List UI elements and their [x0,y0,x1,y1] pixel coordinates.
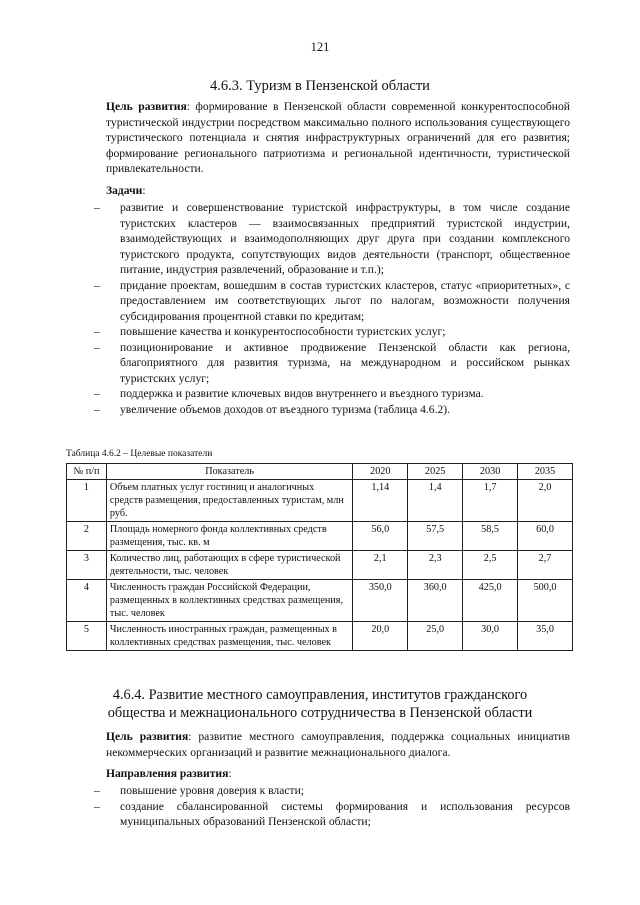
section-title-line: общества и межнационального сотрудничества в Пензенской области [107,705,533,721]
value-cell: 20,0 [353,622,408,651]
goal-text: : развитие местного самоуправления, поддержка социальных инициатив некоммерческих организаций и развитие межнационального диалога. [106,730,570,759]
goal-label: Цель развития [106,730,189,743]
tasks-colon: : [142,184,146,197]
list-item-text: создание сбалансированной системы формирования и использования ресурсов муниципальных образований Пензенской области; [120,799,570,828]
dash-marker: – [94,784,100,797]
table-row [67,622,573,651]
indicator-name: Численность граждан Российской Федерации, размещенных в коллективных средствах размещения, тыс. человек [106,580,352,622]
value-cell: 1,7 [463,480,518,522]
value-cell: 2,0 [518,480,573,522]
list-item-text: повышение качества и конкурентоспособности туристских услуг; [120,325,446,338]
row-number: 2 [67,522,107,551]
value-cell: 2,1 [353,551,408,580]
dash-marker: – [94,201,100,214]
indicator-name: Площадь номерного фонда коллективных средств размещения, тыс. кв. м [106,522,352,551]
row-number: 5 [67,622,107,651]
tasks-label: Задачи [106,184,143,197]
list-item [92,402,570,418]
list-item-text: придание проектам, вошедшим в состав туристских кластеров, статус «приоритетных», с предоставлением им соответствующих льгот по налогам, возможности получения субсидирования процентной ставки по кредитам; [120,278,570,323]
table-row [67,551,573,580]
list-item [92,278,570,325]
value-cell: 1,14 [353,480,408,522]
header-cell: 2025 [408,464,463,480]
dash-marker: – [94,799,100,813]
value-cell: 2,3 [408,551,463,580]
directions-colon: : [228,767,232,780]
section-title-line: 4.6.4. Развитие местного самоуправления, институтов гражданского [112,687,528,703]
value-cell: 2,7 [518,551,573,580]
list-item [92,386,570,402]
table-row [67,480,573,522]
table-row [67,580,573,622]
row-number: 3 [67,551,107,580]
value-cell: 1,4 [408,480,463,522]
value-cell: 360,0 [408,580,463,622]
list-item-text: поддержка и развитие ключевых видов внутреннего и въездного туризма. [120,387,484,400]
value-cell: 2,5 [463,551,518,580]
table-header-row [67,464,573,480]
list-item [92,200,570,278]
page-number: 121 [310,40,330,54]
dash-marker: – [94,402,100,416]
list-item [92,783,570,799]
value-cell: 60,0 [518,522,573,551]
row-number: 4 [67,580,107,622]
target-indicators-table [66,463,573,651]
value-cell: 35,0 [518,622,573,651]
list-item-text: развитие и совершенствование туристской инфраструктуры, в том числе создание туристских кластеров — взаимосвязанных предприятий туристской индустрии, взаимодействующих и взаимодополняющих друг друга при создании комплексного туристского продукта, сопутствующих видов деятельности (транспорт, общественное питание, индустрия развлечений, образование и т.п.); [120,201,570,276]
row-number: 1 [67,480,107,522]
dash-marker: – [94,325,100,338]
list-item [92,799,570,830]
table-row [67,522,573,551]
dash-marker: – [94,387,100,400]
goal-text: : формирование в Пензенской области современной конкурентоспособной туристической индустрии посредством максимально полного использования существующего туристического потенциала и снятия инфраструктурных ограничений для его развития; формирование регионального патриотизма и региональной идентичности, туристической привлекательности. [106,100,570,175]
section-title-tourism: 4.6.3. Туризм в Пензенской области [210,78,430,94]
value-cell: 57,5 [408,522,463,551]
directions-label: Направления развития [106,767,229,780]
directions-list [92,783,570,830]
goal-paragraph [106,99,570,177]
list-item [92,340,570,387]
header-cell: Показатель [106,464,352,480]
value-cell: 500,0 [518,580,573,622]
list-item-text: повышение уровня доверия к власти; [120,784,304,797]
value-cell: 350,0 [353,580,408,622]
indicator-name: Количество лиц, работающих в сфере туристической деятельности, тыс. человек [106,551,352,580]
directions-heading [106,767,232,780]
header-cell: № п/п [67,464,107,480]
header-cell: 2030 [463,464,518,480]
value-cell: 56,0 [353,522,408,551]
dash-marker: – [94,278,100,292]
goal-label: Цель развития [106,100,187,113]
value-cell: 58,5 [463,522,518,551]
tasks-heading [106,184,146,197]
value-cell: 25,0 [408,622,463,651]
list-item-text: позиционирование и активное продвижение Пензенской области как региона, благоприятного для развития туризма, на международном и российском рынках туристских услуг; [120,340,570,385]
header-cell: 2035 [518,464,573,480]
value-cell: 30,0 [463,622,518,651]
indicator-name: Объем платных услуг гостиниц и аналогичных средств размещения, предоставленных туристам, млн руб. [106,480,352,522]
indicator-name: Численность иностранных граждан, размещенных в коллективных средствах размещения, тыс. человек [106,622,352,651]
tasks-list [92,200,570,417]
list-item-text: увеличение объемов доходов от въездного туризма (таблица 4.6.2). [120,402,451,416]
header-cell: 2020 [353,464,408,480]
list-item [92,324,570,340]
dash-marker: – [94,340,100,354]
section-title-self-government [0,686,640,722]
table-caption: Таблица 4.6.2 – Целевые показатели [66,449,213,459]
value-cell: 425,0 [463,580,518,622]
goal-paragraph-2 [106,729,570,760]
